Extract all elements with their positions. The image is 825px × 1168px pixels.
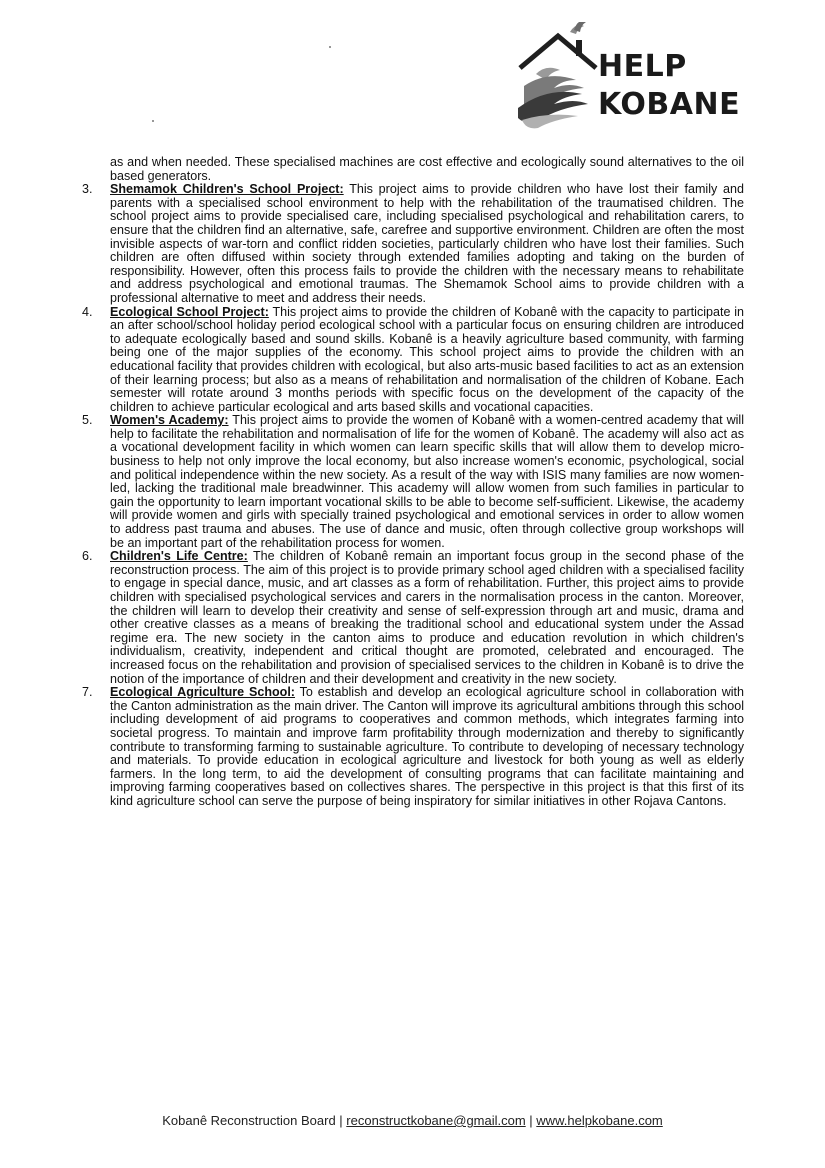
logo-line-help: HELP (598, 49, 687, 84)
item-title: Ecological Agriculture School: (110, 685, 295, 700)
item-text: This project aims to provide the women of Kobanê with a women-centred academy that will help to facilitate the rehabilitation and normalisation of life for the women of Kobanê. The academy will also act as a vocational development facility in which women can learn specific skills that will allow them to develop micro-business to help not only improve the local economy, but also increase women's economic, psychological, social and political independence within the new society. As a result of the way with ISIS many families are now women-led, lacking the traditional male breadwinner. This academy will allow women from such families in particular to gain the opportunity to learn important vocational skills to be able to become self-sufficient. Likewise, the academy will provide women and girls with specially trained psychological and emotional services in order to allow women to address past trauma and abuses. The use of dance and music, often through collective group workshops will be an important part of the rehabilitation process for women. (110, 413, 745, 550)
document-body (82, 156, 744, 809)
item-text: The children of Kobanê remain an important focus group in the second phase of the reconstruction process. The aim of this project is to provide primary school aged children with a specialised facility to engage in special dance, music, and art classes as a form of rehabilitation. Further, this project aims to provide children with specialised psychological services and carers in the normalisation process in the canton. Moreover, the children will learn to develop their creativity and sense of self-expression through art and music, drama and other creative classes as a means of breaking the traditional school and educational system under the Assad regime era. The new society in the canton aims to produce and education revolution in which children's individualism, creativity, independent and critical thought are promoted, celebrated and encouraged. The increased focus on the rehabilitation and provision of specialised services to the children in Kobanê is to drive the notion of the importance of children and their development and creativity in the new society. (110, 549, 745, 686)
footer-website-link[interactable]: www.helpkobane.com (536, 1113, 663, 1128)
item-title: Shemamok Children's School Project: (110, 182, 344, 197)
footer-separator: | (335, 1113, 347, 1128)
page-footer (0, 1113, 825, 1128)
item-number: 3. (82, 182, 93, 197)
footer-org: Kobanê Reconstruction Board (162, 1113, 336, 1128)
list-item-3 (82, 183, 744, 305)
list-item-4 (82, 306, 744, 415)
item-text: This project aims to provide children who have lost their family and parents with a specialised school environment to help with the rehabilitation of the traumatised children. The school project aims to provide specialised care, including specialised psychological and rehabilitation carers, to ensure that the children find an alternative, safe, carefree and supportive environment. Children are often the most invisible aspects of war-torn and conflict ridden societies, particularly children who have lost their families. Such children are often diffused within society through extended families adopting and taking on the burden of responsibility. However, often this process fails to provide the children with the necessary means to rehabilitate and address psychological and emotional traumas. The Shemamok School aims to provide children with a professional alternative to meet and address their needs. (110, 182, 744, 305)
list-item-6 (82, 550, 744, 686)
help-kobane-logo (516, 22, 746, 132)
scan-speck (152, 120, 154, 122)
item-title: Children's Life Centre: (110, 549, 248, 564)
intro-continuation: as and when needed. These specialised machines are cost effective and ecologically sound alternatives to the oil based generators. (110, 155, 744, 183)
item-title: Ecological School Project: (110, 304, 269, 319)
list-item-5 (82, 414, 744, 550)
list-item-7 (82, 686, 744, 808)
item-number: 6. (82, 549, 93, 564)
item-text: This project aims to provide the children of Kobanê with the capacity to participate in an after school/school holiday period ecological school with a particular focus on ensuring children are introduced to adequate ecologically based and sound skills. Kobanê is a heavily agriculture based community, with farming being one of the major supplies of the economy. This school project aims to provide the children with an educational facility that provides children with ecological, but also arts-music based facilities to act as an extension of their learning process; but also as a means of rehabilitation and normalisation of the children of Kobane. Each semester will rotate around 3 months periods with specific focus on the development of the capacity of the children to achieve particular ecological and arts based skills and vocational capacities. (110, 304, 744, 414)
footer-separator: | (525, 1113, 537, 1128)
scan-speck (329, 46, 331, 48)
logo-line-kobane: KOBANE (598, 87, 741, 122)
item-number: 4. (82, 304, 93, 319)
item-title: Women's Academy: (110, 413, 229, 428)
item-text: To establish and develop an ecological agriculture school in collaboration with the Canton administration as the main driver. The Canton will improve its agricultural ambitions through this school including development of aid programs to cooperatives and common methods, which integrates farming into societal progress. To maintain and improve farm profitability through modernization and thereby to significantly contribute to transforming farming to sustainable agriculture. To contribute to developing of necessary technology and materials. To provide education in ecological agriculture and livestock for both young as well as elderly farmers. In the long term, to aid the development of consulting programs that can facilitate maintaining and improving farming cooperatives based on collectives shares. The perspective in this project is that this first of its kind agriculture school can serve the purpose of being inspiratory for similar initiatives in other Rojava Cantons. (110, 685, 745, 808)
item-number: 7. (82, 685, 93, 700)
item-number: 5. (82, 413, 93, 428)
footer-email-link[interactable]: reconstructkobane@gmail.com (346, 1113, 526, 1128)
